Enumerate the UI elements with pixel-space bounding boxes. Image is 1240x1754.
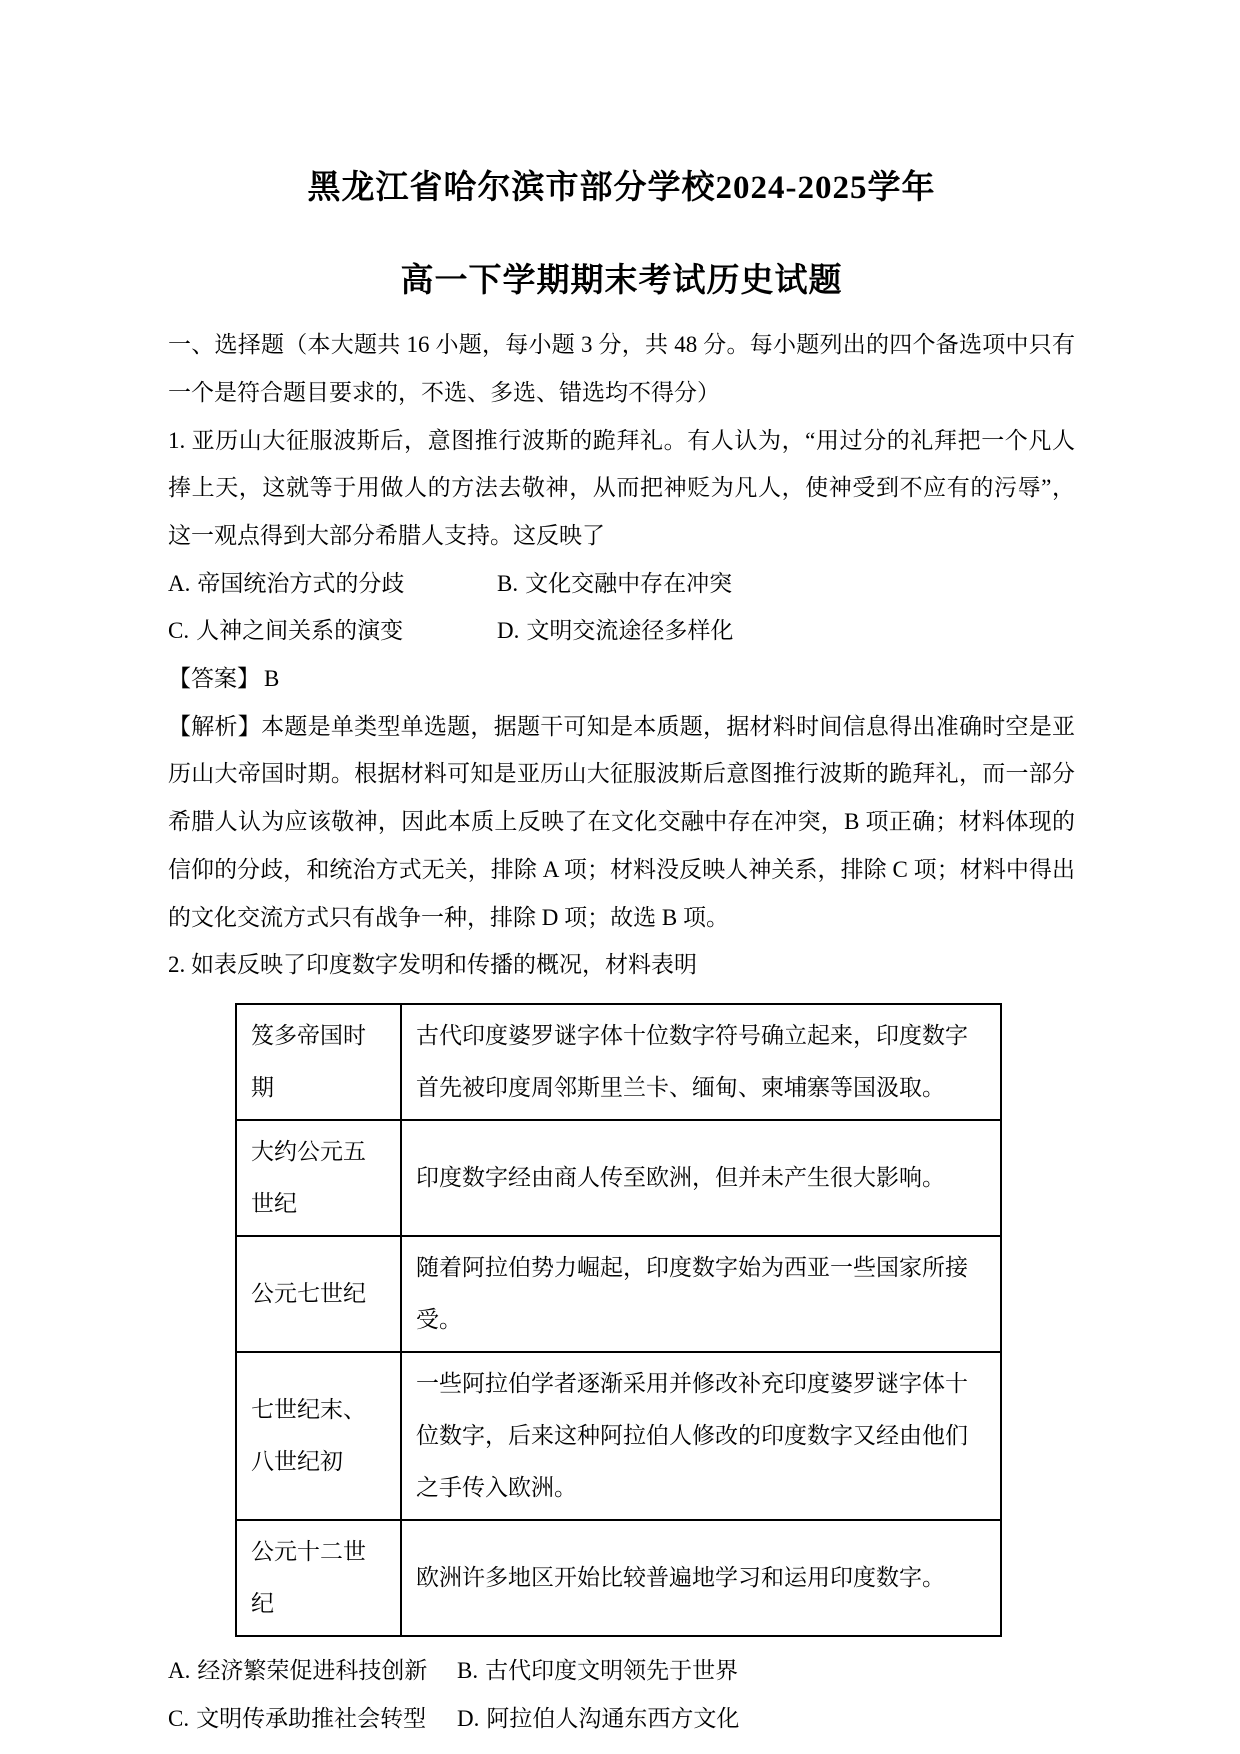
table-cell-period: 七世纪末、八世纪初 <box>236 1352 401 1520</box>
table-row <box>236 1120 1001 1236</box>
option-label: B. <box>457 1657 479 1683</box>
table-row <box>236 1236 1001 1352</box>
option-text: 文明传承助推社会转型 <box>196 1705 427 1731</box>
table-row <box>236 1520 1001 1636</box>
question1-options-row-ab <box>168 560 1075 608</box>
document-title-line2: 高一下学期期末考试历史试题 <box>400 262 843 299</box>
table-cell-description: 一些阿拉伯学者逐渐采用并修改补充印度婆罗谜字体十位数字，后来这种阿拉伯人修改的印度数字又经由他们之手传入欧洲。 <box>401 1352 1001 1520</box>
option-label: D. <box>457 1705 480 1731</box>
question1-option-a <box>168 560 497 608</box>
question2-options-row-ab <box>168 1647 1075 1695</box>
table-cell-period: 大约公元五世纪 <box>236 1120 401 1236</box>
table-cell-period: 公元七世纪 <box>236 1236 401 1352</box>
option-label: C. <box>168 618 190 644</box>
option-text: 阿拉伯人沟通东西方文化 <box>486 1705 740 1731</box>
answer-label: 【答案】 <box>168 666 260 692</box>
table-cell-period: 笈多帝国时期 <box>236 1004 401 1120</box>
table-row <box>236 1004 1001 1120</box>
table-cell-description: 欧洲许多地区开始比较普遍地学习和运用印度数字。 <box>401 1520 1001 1636</box>
question1-analysis <box>168 703 1075 942</box>
table-cell-description: 随着阿拉伯势力崛起，印度数字始为西亚一些国家所接受。 <box>401 1236 1001 1352</box>
option-text: 经济繁荣促进科技创新 <box>197 1657 428 1683</box>
table-cell-description: 印度数字经由商人传至欧洲，但并未产生很大影响。 <box>401 1120 1001 1236</box>
section-intro: 一、选择题（本大题共 16 小题，每小题 3 分，共 48 分。每小题列出的四个备选项中只有一个是符合题目要求的，不选、多选、错选均不得分） <box>168 332 1075 405</box>
option-label: D. <box>497 618 520 644</box>
option-text: 文化交融中存在冲突 <box>525 570 733 596</box>
option-label: C. <box>168 1705 190 1731</box>
option-label: A. <box>168 1657 191 1683</box>
question1-option-d <box>497 607 733 655</box>
option-text: 帝国统治方式的分歧 <box>197 570 405 596</box>
table-cell-description: 古代印度婆罗谜字体十位数字符号确立起来，印度数字首先被印度周邻斯里兰卡、缅甸、柬埔寨等国汲取。 <box>401 1004 1001 1120</box>
question1-answer-line <box>168 655 1075 703</box>
analysis-label: 【解析】 <box>168 713 262 739</box>
table-cell-period: 公元十二世纪 <box>236 1520 401 1636</box>
question2-options-row-cd <box>168 1695 1075 1743</box>
question2-table <box>235 1003 1002 1637</box>
question2-stem: 2. 如表反映了印度数字发明和传播的概况，材料表明 <box>168 952 697 978</box>
option-text: 文明交流途径多样化 <box>526 618 734 644</box>
question2-option-a <box>168 1647 457 1695</box>
table-row <box>236 1352 1001 1520</box>
question2-option-c <box>168 1695 457 1743</box>
analysis-text: 本题是单类型单选题，据题干可知是本质题，据材料时间信息得出准确时空是亚历山大帝国时期。根据材料可知是亚历山大征服波斯后意图推行波斯的跪拜礼，而一部分希腊人认为应该敬神，因此本质上反映了在文化交融中存在冲突，B 项正确；材料体现的信仰的分歧，和统治方式无关，排除 A 项；材料没反映人神关系，排除 C 项；材料中得出的文化交流方式只有战争一种，排除 D 项；故选 B 项。 <box>168 713 1076 930</box>
document-title-line1: 黑龙江省哈尔滨市部分学校2024-2025学年 <box>307 170 936 206</box>
option-text: 古代印度文明领先于世界 <box>485 1657 739 1683</box>
answer-value: B <box>264 666 280 692</box>
question2-option-b <box>457 1647 738 1695</box>
option-text: 人神之间关系的演变 <box>196 618 404 644</box>
question1-options-row-cd <box>168 607 1075 655</box>
option-label: B. <box>497 570 519 596</box>
question1-option-c <box>168 607 497 655</box>
question1-stem: 1. 亚历山大征服波斯后，意图推行波斯的跪拜礼。有人认为，“用过分的礼拜把一个凡人捧上天，这就等于用做人的方法去敬神，从而把神贬为凡人，使神受到不应有的污辱”，这一观点得到大部分希腊人支持。这反映了 <box>168 427 1075 548</box>
question1-option-b <box>497 560 732 608</box>
question2-option-d <box>457 1695 739 1743</box>
option-label: A. <box>168 570 191 596</box>
